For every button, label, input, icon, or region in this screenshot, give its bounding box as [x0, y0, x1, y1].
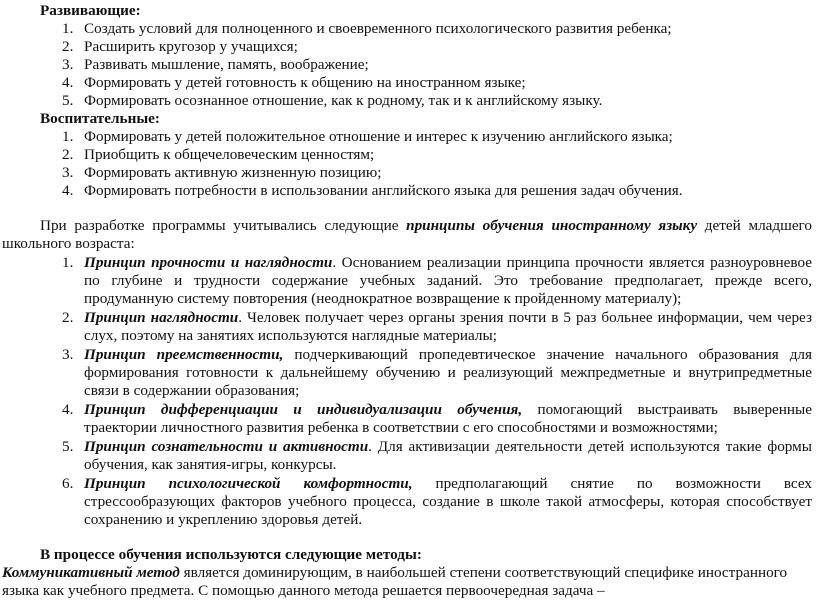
item-number: 4.	[62, 182, 74, 199]
list-item	[62, 182, 683, 200]
principle-number: 4.	[62, 401, 74, 418]
list-item	[62, 74, 526, 92]
principle-text: обучения, как занятия-игры, конкурсы.	[84, 456, 337, 473]
principle-item	[62, 438, 812, 456]
principle-text: формирования готовности к дальнейшему обучению и реализующий межпредметные и внутрипредметные	[84, 364, 812, 381]
principle-title: Принцип психологической комфортности,	[84, 475, 413, 492]
principle-text: стрессообразующих факторов учебного процесса, создание в школе такой атмосферы, которая способствует	[84, 493, 812, 510]
list-item	[62, 128, 673, 146]
methods-paragraph-line	[2, 564, 787, 582]
intro-text: При разработке программы учитывались следующие	[40, 217, 407, 234]
intro-text-end: детей младшего	[697, 217, 813, 234]
principle-text: . Для активизации деятельности детей используются такие формы	[368, 438, 812, 455]
principle-text: сохранению и укреплению здоровья детей.	[84, 511, 363, 528]
principle-text: . Человек получает через органы зрения почти в 5 раз больнее информации, чем через	[238, 309, 812, 326]
principle-text: траектории личностного развития ребенка в соответствии с его способностями и возможностями;	[84, 419, 718, 436]
item-number: 3.	[62, 164, 74, 181]
principle-text: по глубине и трудности содержание учебных заданий. Это требование предполагает, прежде всего,	[84, 272, 812, 289]
principle-item	[62, 309, 812, 327]
principle-number: 3.	[62, 346, 74, 363]
method-text: является доминирующим, в наибольшей степени соответствующий специфике иностранного	[179, 564, 788, 581]
item-number: 4.	[62, 74, 74, 91]
item-number: 1.	[62, 20, 74, 37]
principle-text: слух, поэтому на занятиях используются наглядные материалы;	[84, 327, 497, 344]
list-item	[62, 164, 381, 182]
item-text: Формировать у детей готовность к общению на иностранном языке;	[84, 74, 526, 91]
intro-emphasis: принципы обучения иностранному языку	[406, 217, 698, 234]
item-text: Формировать осознанное отношение, как к родному, так и к английскому языку.	[84, 92, 603, 109]
methods-paragraph-line: языка как учебного предмета. С помощью данного метода решается первоочередная задача –	[2, 582, 605, 599]
principle-item	[62, 346, 812, 364]
principle-text: подчеркивающий пропедевтическое значение начального образования для	[283, 346, 812, 363]
principle-text: продуманную систему повторения (неоднократное возвращение к пройденному материалу);	[84, 290, 682, 307]
item-text: Формировать у детей положительное отношение и интерес к изучению английского языка;	[84, 128, 673, 145]
principle-number: 6.	[62, 475, 74, 492]
item-text: Приобщить к общечеловеческим ценностям;	[84, 146, 375, 163]
principle-item	[62, 254, 812, 272]
principle-text: связи в содержании образования;	[84, 382, 300, 399]
principle-text: помогающий выстраивать выверенные	[522, 401, 812, 418]
list-item	[62, 92, 602, 110]
item-text: Создать условий для полноценного и своевременного психологического развития ребенка;	[84, 20, 672, 37]
principle-number: 2.	[62, 309, 74, 326]
principle-title: Принцип прочности и наглядности	[84, 254, 333, 271]
principle-number: 1.	[62, 254, 74, 271]
list-item	[62, 38, 298, 56]
intro-paragraph-line	[40, 217, 812, 235]
item-number: 3.	[62, 56, 74, 73]
principle-title: Принцип наглядности	[84, 309, 239, 326]
principle-text: предполагающий снятие по возможности всех	[412, 475, 812, 492]
methods-heading: В процессе обучения используются следующие методы:	[40, 546, 422, 563]
educational-heading: Воспитательные:	[40, 110, 160, 127]
item-number: 2.	[62, 146, 74, 163]
intro-paragraph-line: школьного возраста:	[2, 235, 135, 252]
list-item	[62, 146, 374, 164]
item-number: 1.	[62, 128, 74, 145]
principle-text: . Основанием реализации принципа прочности является разноуровневое	[332, 254, 813, 271]
principle-item	[62, 401, 812, 419]
method-term: Коммуникативный метод	[2, 564, 180, 581]
item-text: Формировать активную жизненную позицию;	[84, 164, 382, 181]
item-number: 5.	[62, 92, 74, 109]
principle-title: Принцип преемственности,	[84, 346, 284, 363]
principle-number: 5.	[62, 438, 74, 455]
item-text: Развивать мышление, память, воображение;	[84, 56, 369, 73]
principle-title: Принцип дифференциации и индивидуализации обучения,	[84, 401, 523, 418]
list-item	[62, 20, 672, 38]
item-text: Расширить кругозор у учащихся;	[84, 38, 298, 55]
principle-item	[62, 475, 812, 493]
list-item	[62, 56, 369, 74]
item-number: 2.	[62, 38, 74, 55]
item-text: Формировать потребности в использовании английского языка для решения задач обучения.	[84, 182, 683, 199]
developing-heading: Развивающие:	[40, 2, 141, 19]
principle-title: Принцип сознательности и активности	[84, 438, 369, 455]
